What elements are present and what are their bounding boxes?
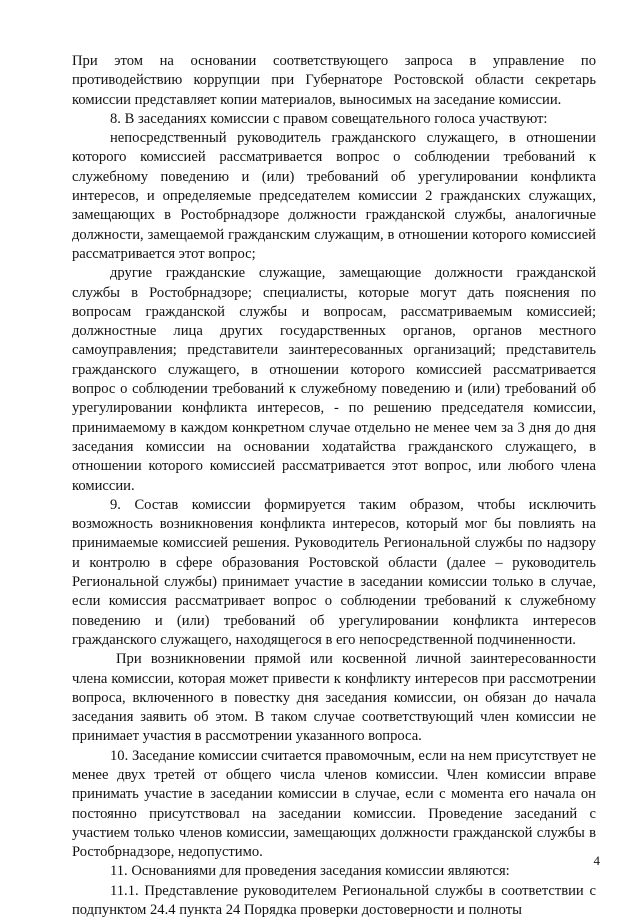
document-body <box>72 52 596 920</box>
paragraph-other-participants: другие гражданские служащие, замещающие должности гражданской службы в Ростобрнадзоре; специалисты, которые могут дать пояснения по вопросам гражданской службы и вопросам, рассматриваемым комиссией; должностные лица других государственных органов, органов местного самоуправления; представители заинтересованных организаций; представитель гражданского служащего, в отношении которого комиссией рассматривается вопрос о соблюдении требований к служебному поведению и (или) требований об урегулировании конфликта интересов, - по решению председателя комиссии, принимаемому в каждом конкретном случае отдельно не менее чем за 3 дня до дня заседания комиссии на основании ходатайства гражданского служащего, в отношении которого комиссией рассматривается этот вопрос, или любого члена комиссии. <box>72 265 596 494</box>
paragraph-item-11: 11. Основаниями для проведения заседания комиссии являются: <box>110 863 510 880</box>
paragraph-conflict-of-interest: При возникновении прямой или косвенной личной заинтересованности члена комиссии, которая может привести к конфликту интересов при рассмотрении вопроса, включенного в повестку дня заседания комиссии, он обязан до начала заседания заявить об этом. В таком случае соответствующий член комиссии не принимает участия в рассмотрении указанного вопроса. <box>72 651 596 745</box>
paragraph-item-9: 9. Состав комиссии формируется таким образом, чтобы исключить возможность возникновения конфликта интересов, который мог бы повлиять на принимаемые комиссией решения. Руководитель Региональной службы по надзору и контролю в сфере образования Ростовской области (далее – руководитель Региональной службы) принимает участие в заседании комиссии только в случае, если комиссия рассматривает вопрос о соблюдении требований к служебному поведению и (или) требований об урегулировании конфликта интересов гражданского служащего, находящегося в его непосредственной подчиненности. <box>72 496 596 648</box>
paragraph-item-8: 8. В заседаниях комиссии с правом совещательного голоса участвуют: <box>110 110 548 127</box>
paragraph-item-10: 10. Заседание комиссии считается правомочным, если на нем присутствует не менее двух третей от общего числа членов комиссии. Член комиссии вправе принимать участие в заседании комиссии в случае, если с момента его начала он постоянно присутствовал на заседании комиссии. Проведение заседаний с участием только членов комиссии, замещающих должности гражданской службы в Ростобрнадзоре, недопустимо. <box>72 747 596 861</box>
paragraph-request-copies: При этом на основании соответствующего запроса в управление по противодействию коррупции при Губернаторе Ростовской области секретарь комиссии представляет копии материалов, выносимых на заседание комиссии. <box>72 53 596 108</box>
paragraph-item-11-1: 11.1. Представление руководителем Региональной службы в соответствии с подпунктом 24.4 пункта 24 Порядка проверки достоверности и полноты <box>72 882 596 919</box>
page-number: 4 <box>593 853 600 868</box>
paragraph-direct-supervisor: непосредственный руководитель гражданского служащего, в отношении которого комиссией рассматривается вопрос о соблюдении требований к служебному поведению и (или) требований об урегулировании конфликта интересов, и определяемые председателем комиссии 2 гражданских служащих, замещающих в Ростобрнадзоре должности гражданской службы, аналогичные должности, замещаемой гражданским служащим, в отношении которого комиссией рассматривается этот вопрос; <box>72 130 596 262</box>
